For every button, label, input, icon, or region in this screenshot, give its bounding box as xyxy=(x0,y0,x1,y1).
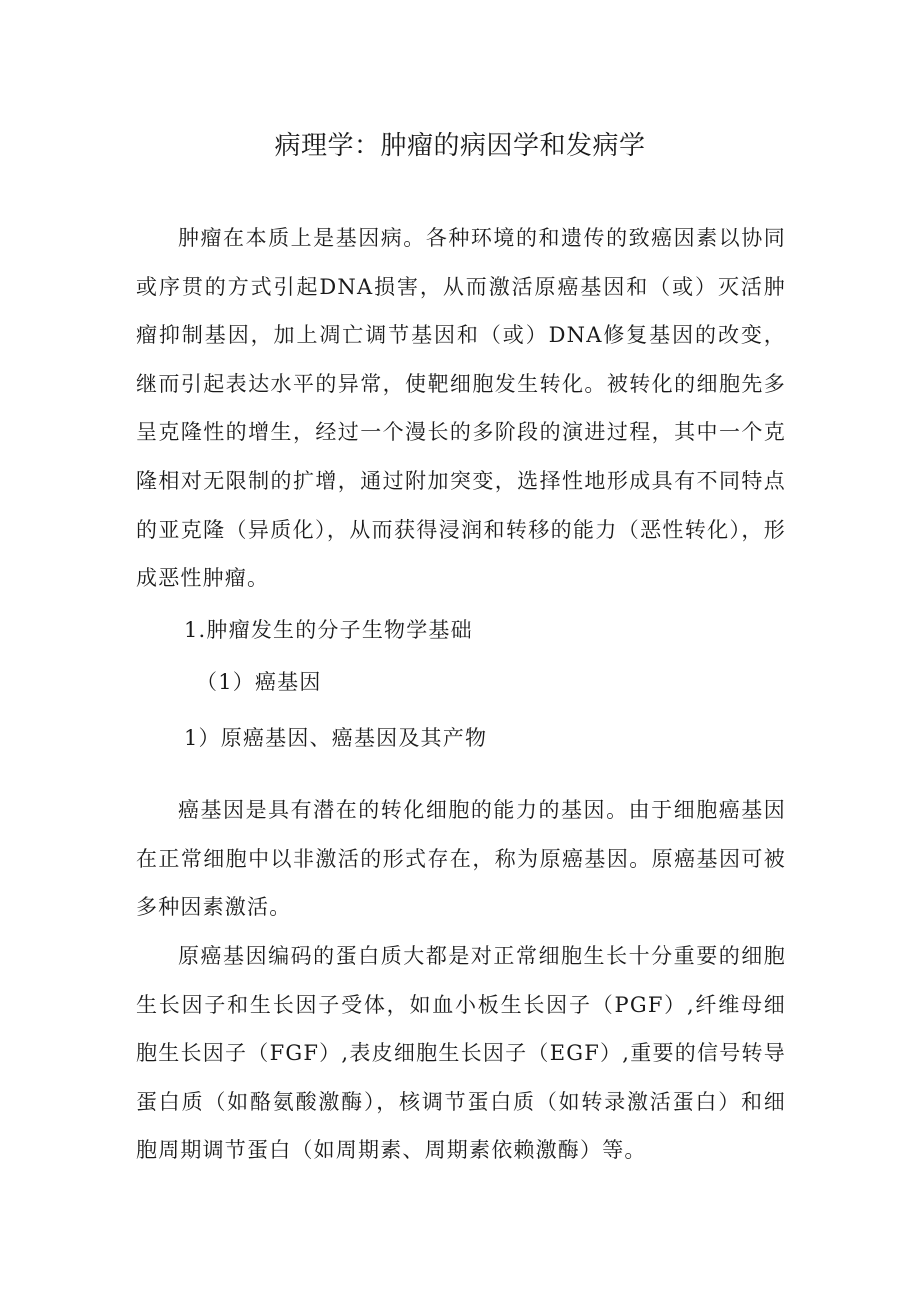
oncogene-products-paragraph: 原癌基因编码的蛋白质大都是对正常细胞生长十分重要的细胞生长因子和生长因子受体，如血小板生长因子（PGF）,纤维母细胞生长因子（FGF）,表皮细胞生长因子（EGF）,重要的信号转导蛋白质（如酪氨酸激酶），核调节蛋白质（如转录激活蛋白）和细胞周期调节蛋白（如周期素、周期素依赖激酶）等。 xyxy=(136,944,786,1163)
intro-paragraph: 肿瘤在本质上是基因病。各种环境的和遗传的致癌因素以协同或序贯的方式引起DNA损害，从而激活原癌基因和（或）灭活肿瘤抑制基因，加上凋亡调节基因和（或）DNA修复基因的改变，继而引起表达水平的异常，使靶细胞发生转化。被转化的细胞先多呈克隆性的增生，经过一个漫长的多阶段的演进过程，其中一个克隆相对无限制的扩增，通过附加突变，选择性地形成具有不同特点的亚克隆（异质化），从而获得浸润和转移的能力（恶性转化），形成恶性肿瘤。 xyxy=(136,226,786,591)
subsection-heading: （1）癌基因 xyxy=(196,670,322,694)
section-heading: 1.肿瘤发生的分子生物学基础 xyxy=(184,618,473,642)
oncogene-definition-paragraph: 癌基因是具有潜在的转化细胞的能力的基因。由于细胞癌基因在正常细胞中以非激活的形式存在，称为原癌基因。原癌基因可被多种因素激活。 xyxy=(136,798,786,920)
page-title: 病理学：肿瘤的病因学和发病学 xyxy=(274,131,646,161)
subsubsection-heading: 1）原癌基因、癌基因及其产物 xyxy=(184,726,488,750)
